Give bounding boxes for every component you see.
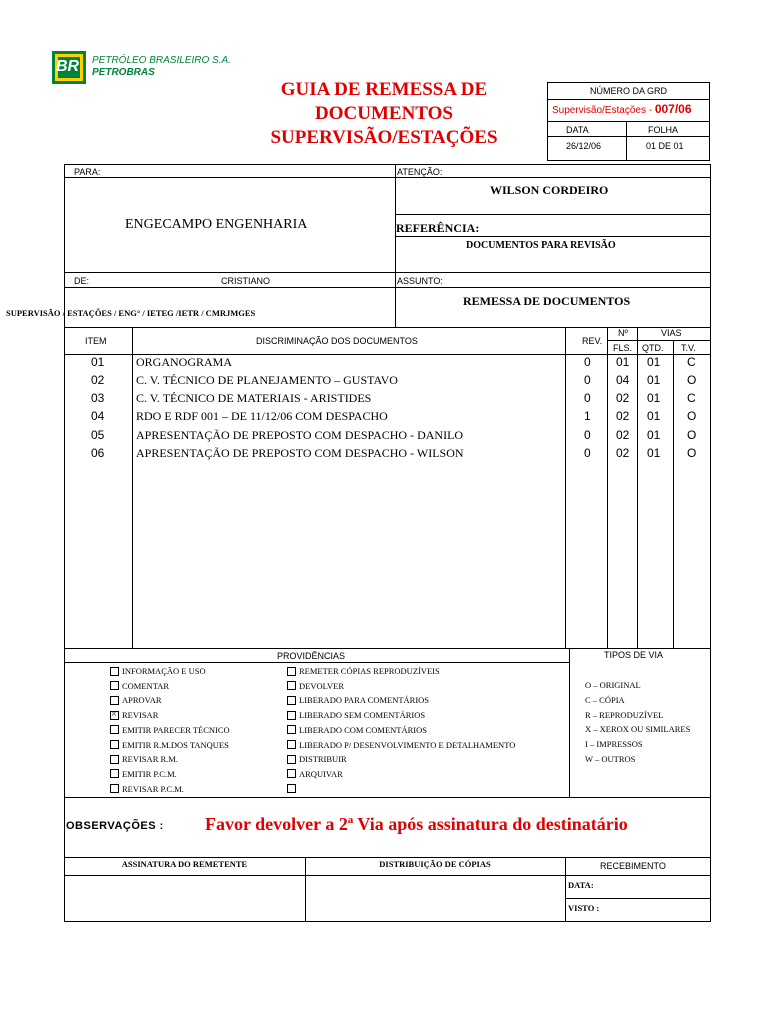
col-qtd-header: QTD. — [642, 343, 664, 353]
row-rev: 0 — [584, 391, 591, 405]
document-title — [230, 78, 538, 150]
providencia-item — [110, 754, 178, 764]
tipo-via-item: W – OUTROS — [585, 754, 636, 764]
assinatura-header: ASSINATURA DO REMETENTE — [121, 859, 248, 869]
tipo-via-item: O – ORIGINAL — [585, 680, 641, 690]
providencia-label: COMENTAR — [122, 680, 170, 691]
form-outline — [64, 164, 711, 922]
tipo-via-item: I – IMPRESSOS — [585, 739, 643, 750]
row-qtd: 01 — [647, 428, 661, 442]
row-description: C. V. TÉCNICO DE MATERIAIS - ARISTIDES — [136, 391, 372, 405]
providencia-label: REVISAR R.M. — [122, 754, 178, 765]
tipo-via-item: X – XEROX OU SIMILARES — [585, 724, 691, 735]
row-tv: O — [687, 409, 697, 423]
row-qtd: 01 — [647, 391, 661, 405]
row-item: 02 — [91, 373, 105, 387]
providencia-item — [110, 666, 206, 676]
providencia-label: INFORMAÇÃO E USO — [122, 666, 206, 676]
row-qtd: 01 — [647, 409, 661, 423]
providencia-item — [110, 695, 162, 705]
providencia-item — [287, 695, 429, 705]
providencia-label: ARQUIVAR — [299, 768, 343, 779]
grd-folha-label: FOLHA — [648, 125, 679, 135]
grd-number — [552, 102, 692, 116]
providencia-item — [287, 784, 299, 793]
row-item: 03 — [91, 391, 105, 405]
col-desc-header: DISCRIMINAÇÃO DOS DOCUMENTOS — [256, 336, 418, 346]
providencia-item — [287, 754, 347, 764]
assunto-value: REMESSA DE DOCUMENTOS — [463, 294, 631, 308]
row-item: 04 — [91, 409, 105, 423]
atencao-label: ATENÇÃO: — [397, 167, 443, 177]
providencia-label: LIBERADO SEM COMENTÁRIOS — [299, 710, 426, 721]
grd-prefix: Supervisão/Estações - — [552, 105, 655, 116]
providencia-label: EMITIR P.C.M. — [122, 768, 177, 779]
providencia-label: REVISAR — [122, 710, 159, 721]
row-qtd: 01 — [647, 355, 661, 369]
providencia-item — [287, 681, 344, 691]
providencia-item — [110, 725, 230, 735]
row-description: RDO E RDF 001 – DE 11/12/06 COM DESPACHO — [136, 409, 388, 423]
company-brand: PETROBRAS — [92, 67, 155, 78]
row-rev: 0 — [584, 355, 591, 369]
title-line-2: DOCUMENTOS — [315, 103, 453, 124]
grd-header: NÚMERO DA GRD — [589, 86, 667, 96]
providencia-label: DEVOLVER — [299, 680, 345, 691]
grd-data-label: DATA — [566, 125, 589, 135]
checkbox[interactable] — [287, 755, 296, 764]
row-rev: 0 — [584, 373, 591, 387]
providencia-label: APROVAR — [122, 695, 162, 706]
de-label: DE: — [74, 276, 90, 286]
referencia-value: DOCUMENTOS PARA REVISÃO — [466, 240, 616, 251]
company-name: PETRÓLEO BRASILEIRO S.A. — [92, 55, 231, 66]
checkbox[interactable] — [287, 725, 296, 734]
checkbox[interactable] — [287, 681, 296, 690]
row-description: ORGANOGRAMA — [136, 355, 233, 369]
row-rev: 0 — [584, 446, 591, 460]
col-fls-header: FLS. — [613, 343, 633, 353]
row-description: C. V. TÉCNICO DE PLANEJAMENTO – GUSTAVO — [136, 373, 398, 387]
checkbox[interactable] — [110, 740, 119, 749]
row-fls: 04 — [616, 373, 630, 387]
col-rev-header: REV. — [582, 336, 603, 346]
providencia-label: LIBERADO PARA COMENTÁRIOS — [299, 695, 430, 706]
para-value: ENGECAMPO ENGENHARIA — [125, 217, 308, 232]
referencia-label: REFERÊNCIA: — [396, 221, 480, 235]
row-description: APRESENTAÇÃO DE PREPOSTO COM DESPACHO - DANILO — [136, 428, 464, 442]
checkbox[interactable] — [110, 755, 119, 764]
row-rev: 1 — [584, 409, 591, 423]
checkbox[interactable] — [287, 784, 296, 793]
col-vias-header: VIAS — [661, 328, 682, 338]
row-tv: C — [687, 355, 696, 369]
checkbox[interactable] — [110, 681, 119, 690]
tipo-via-item: R – REPRODUZÍVEL — [585, 709, 664, 720]
recebimento-data: DATA: — [568, 880, 594, 890]
grd-number-value: 007/06 — [654, 102, 692, 116]
checkbox[interactable] — [287, 769, 296, 778]
providencia-label: REMETER CÓPIAS REPRODUZÍVEIS — [299, 666, 440, 676]
checkbox[interactable] — [110, 696, 119, 705]
providencia-item — [287, 725, 427, 735]
checkbox[interactable] — [110, 725, 119, 734]
row-tv: O — [687, 428, 697, 442]
de-name: CRISTIANO — [221, 276, 271, 286]
grd-data-value: 26/12/06 — [566, 141, 602, 151]
checkbox[interactable] — [287, 711, 296, 720]
row-fls: 02 — [616, 428, 630, 442]
providencia-label: DISTRIBUIR — [299, 754, 347, 765]
recebimento-visto: VISTO : — [568, 903, 600, 913]
checkbox[interactable] — [110, 667, 119, 676]
checkbox[interactable] — [287, 667, 296, 676]
checkbox[interactable] — [110, 769, 119, 778]
checkbox[interactable] — [287, 740, 296, 749]
providencia-label: EMITIR PARECER TÉCNICO — [122, 724, 230, 735]
providencia-label: LIBERADO COM COMENTÁRIOS — [299, 724, 427, 735]
providencias-header: PROVIDÊNCIAS — [277, 651, 346, 661]
checked-checkbox[interactable] — [110, 711, 119, 720]
col-n-header: Nº — [618, 328, 628, 338]
row-qtd: 01 — [647, 446, 661, 460]
row-fls: 02 — [616, 409, 630, 423]
col-tv-header: T.V. — [681, 343, 696, 353]
title-line-3: SUPERVISÃO/ESTAÇÕES — [270, 127, 498, 148]
row-fls: 01 — [616, 355, 630, 369]
de-value: SUPERVISÃO / ESTAÇÕES / ENG° / IETEG /IETR / CMRJMGES — [6, 308, 256, 318]
providencia-item — [287, 740, 515, 750]
title-line-1: GUIA DE REMESSA DE — [280, 79, 488, 100]
tipos-via-header: TIPOS DE VIA — [604, 650, 664, 660]
providencia-label: LIBERADO P/ DESENVOLVIMENTO E DETALHAMENTO — [299, 739, 516, 750]
providencia-item — [287, 710, 425, 720]
row-qtd: 01 — [647, 373, 661, 387]
observacoes-value: Favor devolver a 2ª Via após assinatura do destinatário — [205, 814, 628, 834]
row-fls: 02 — [616, 391, 630, 405]
row-fls: 02 — [616, 446, 630, 460]
row-tv: O — [687, 373, 697, 387]
row-description: APRESENTAÇÃO DE PREPOSTO COM DESPACHO - WILSON — [136, 446, 464, 460]
assunto-label: ASSUNTO: — [397, 276, 443, 286]
providencia-item — [287, 769, 343, 779]
atencao-value: WILSON CORDEIRO — [490, 183, 609, 197]
grd-folha-value: 01 DE 01 — [646, 141, 684, 151]
providencia-item — [287, 666, 440, 676]
providencia-item — [110, 681, 169, 691]
tipo-via-item: C – CÓPIA — [585, 694, 625, 705]
row-rev: 0 — [584, 428, 591, 442]
col-item-header: ITEM — [85, 336, 107, 346]
providencia-item — [110, 784, 184, 794]
providencia-item — [110, 740, 229, 750]
checkbox[interactable] — [287, 696, 296, 705]
distribuicao-header: DISTRIBUIÇÃO DE CÓPIAS — [379, 859, 491, 869]
br-logo-mark: BR — [56, 58, 80, 75]
providencia-item — [110, 769, 177, 779]
row-item: 01 — [91, 355, 105, 369]
providencia-item — [110, 710, 158, 720]
row-tv: O — [687, 446, 697, 460]
petrobras-logo — [52, 51, 86, 84]
recebimento-header: RECEBIMENTO — [600, 861, 666, 871]
row-item: 05 — [91, 428, 105, 442]
para-label: PARA: — [74, 167, 101, 177]
checkbox[interactable] — [110, 784, 119, 793]
providencia-label: EMITIR R.M.DOS TANQUES — [122, 739, 229, 750]
providencia-label: REVISAR P.C.M. — [122, 783, 184, 794]
row-item: 06 — [91, 446, 105, 460]
row-tv: C — [687, 391, 696, 405]
observacoes-label: OBSERVAÇÕES : — [66, 820, 164, 832]
